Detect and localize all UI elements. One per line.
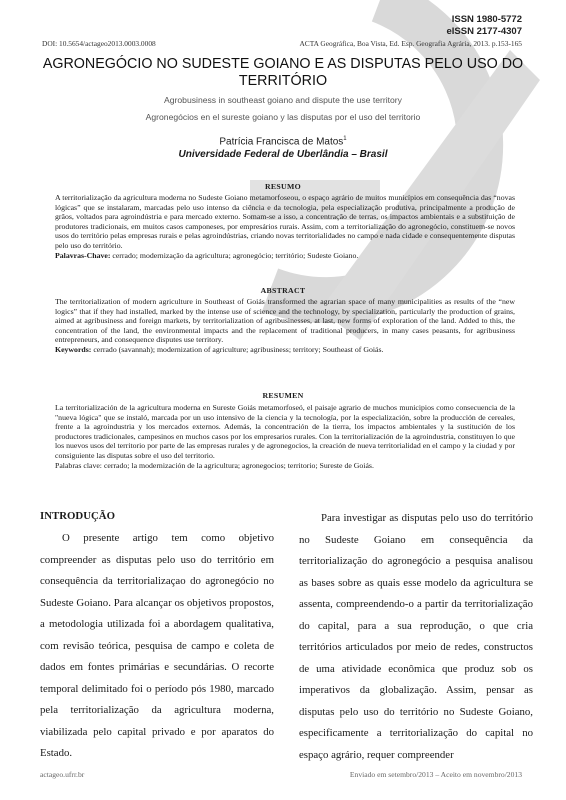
doi-label[interactable]: DOI: 10.5654/actageo2013.0003.0008 (42, 39, 156, 48)
body-column-right (299, 508, 533, 766)
page-title: AGRONEGÓCIO NO SUDESTE GOIANO E AS DISPUTAS PELO USO DO TERRITÓRIO (42, 56, 524, 89)
resumo-keywords (55, 251, 515, 261)
resumo-heading: RESUMO (264, 182, 302, 191)
introduction-paragraph-2: Para investigar as disputas pelo uso do território no Sudeste Goiano em consequência da territorialização do agronegócio a pesquisa analisou as bases sobre as quais esse modelo da agricultura se assenta, compreendendo-o a partir da territorialização do capital, para a sua reprodução, o que cria territórios articulados por meio de redes, constructos de uma atividade econômica que produz sob os imperativos da globalização. Assim, pensar as disputas pelo uso do território no Sudeste Goiano, especificamente a territorialização do capital no espaço agrário, requer compreender (299, 512, 533, 761)
abstract-body: The territorialization of modern agriculture in Southeast of Goiás transformed the agrarian space of many municipalities as results of the “new logics” that if they had installed, marked by the intense use of science and the technology, by specialization, particularly the production of grains, aimed at agribusiness and foreign markets, by territorialization of agribusinesses, at last, new forms of exploration of the land. Added to this, the concentration of the land, the environmental impacts and the replacement of traditional producers, in many cases peasants, for agribusiness entrepreneurs, and consequence disputes use territory. (55, 297, 515, 345)
subtitle-spanish: Agronegócios en el sureste goiano y las disputas por el uso del territorio (145, 112, 421, 122)
resumen-body: La territorialización de la agricultura moderna en Sureste Goiás metamorfoseó, el paisaje agrario de muchos municipios como consecuencia de la "nueva lógica" que se instaló, marcada por un uso intensivo de la ciencia y la tecnología, por la especialización, sobre la producción de cereales, frente a la agroindustria y los mercados externos. Además, la concentración de la tierra, los impactos ambientales y la sustitución de los productores tradicionales, campesinos en muchos casos por los empresarios rurales. Con la territorialización de la agroindustria, constituyen lo que los nuevos usos del territorio por parte de las empresas rurales y de agronegocios, la creación de nueva territorialidad en el campo y la ciudad y por consiguiente las disputas sobre el uso del territorio. (55, 403, 515, 460)
author-name: Patrícia Francisca de Matos (219, 136, 344, 148)
abstract-keywords (55, 345, 515, 355)
issn-block (446, 14, 522, 38)
resumo-body: A territorialização da agricultura moderna no Sudeste Goiano metamorfoseou, o espaço agrário de muitos municípios em consequência das “novas lógicas” que se instalaram, marcadas pelo uso intenso da ciência e da tecnologia, pela especialização produtiva, principalmente a produção de grãos, voltados para agroindústria e para mercado externo. Somam-se a isso, a concentração de terras, os impactos ambientais e a substituição de produtores tradicionais, em muitos casos camponeses, por empresários rurais. Assim, com a territorialização do agronegócio, constituem-se novos usos do território pelas empresas rurais e pelas agroindústrias, criando novas territorialidades no campo e nada cidade e consequentemente disputas pelo uso do território. (55, 193, 515, 250)
resumen-keywords-label: Palabras clave: (55, 460, 102, 470)
introduction-paragraph-1: O presente artigo tem como objetivo compreender as disputas pelo uso do território em consequência da territorializaçao do agronegócio no Sudeste Goiano. Para alcançar os objetivos propostos, a metodologia utilizada foi a abordagem qualitativa, com revisão teórica, pesquisa de campo e coleta de dados em fontes primárias e secundárias. O recorte temporal delimitado foi o período pós 1980, marcado pela territorialização da agricultura moderna, viabilizada pelo capital privado e por aparatos do Estado. (40, 532, 274, 759)
author-block (40, 133, 526, 161)
resumen-section (55, 403, 515, 470)
resumen-keywords (55, 461, 515, 471)
issn-label: ISSN 1980-5772 (451, 14, 522, 25)
resumen-heading: RESUMEN (262, 391, 304, 400)
resumo-section (55, 193, 515, 260)
author-affiliation: Universidade Federal de Uberlândia – Brasil (178, 149, 388, 161)
abstract-section (55, 297, 515, 355)
citation-label: ACTA Geográfica, Boa Vista, Ed. Esp. Geografia Agrária, 2013. p.153-165 (299, 39, 522, 48)
resumo-keywords-label: Palavras-Chave: (55, 250, 111, 260)
body-column-left (40, 506, 274, 765)
author-footnote-marker[interactable]: 1 (343, 136, 347, 142)
resumen-keywords-text: cerrado; la modernización de la agricultura; agronegocios; territorio; Sureste de Goiás. (103, 460, 374, 470)
resumo-keywords-text: cerrado; modernização da agricultura; agronegócio; território; Sudeste Goiano. (112, 250, 359, 260)
abstract-keywords-text: cerrado (savannah); modernization of agriculture; agribusiness; territory; Southeast of Goiás. (93, 344, 384, 354)
eissn-label: eISSN 2177-4307 (446, 26, 522, 37)
footer-dates: Enviado em setembro/2013 – Aceito em novembro/2013 (349, 770, 522, 779)
subtitle-english: Agrobusiness in southeast goiano and dispute the use territory (164, 95, 402, 105)
abstract-keywords-label: Keywords: (55, 344, 92, 354)
footer-site-link[interactable]: actageo.ufrr.br (40, 770, 85, 779)
abstract-heading: ABSTRACT (260, 286, 306, 295)
introduction-heading: INTRODUÇÃO (40, 510, 115, 522)
